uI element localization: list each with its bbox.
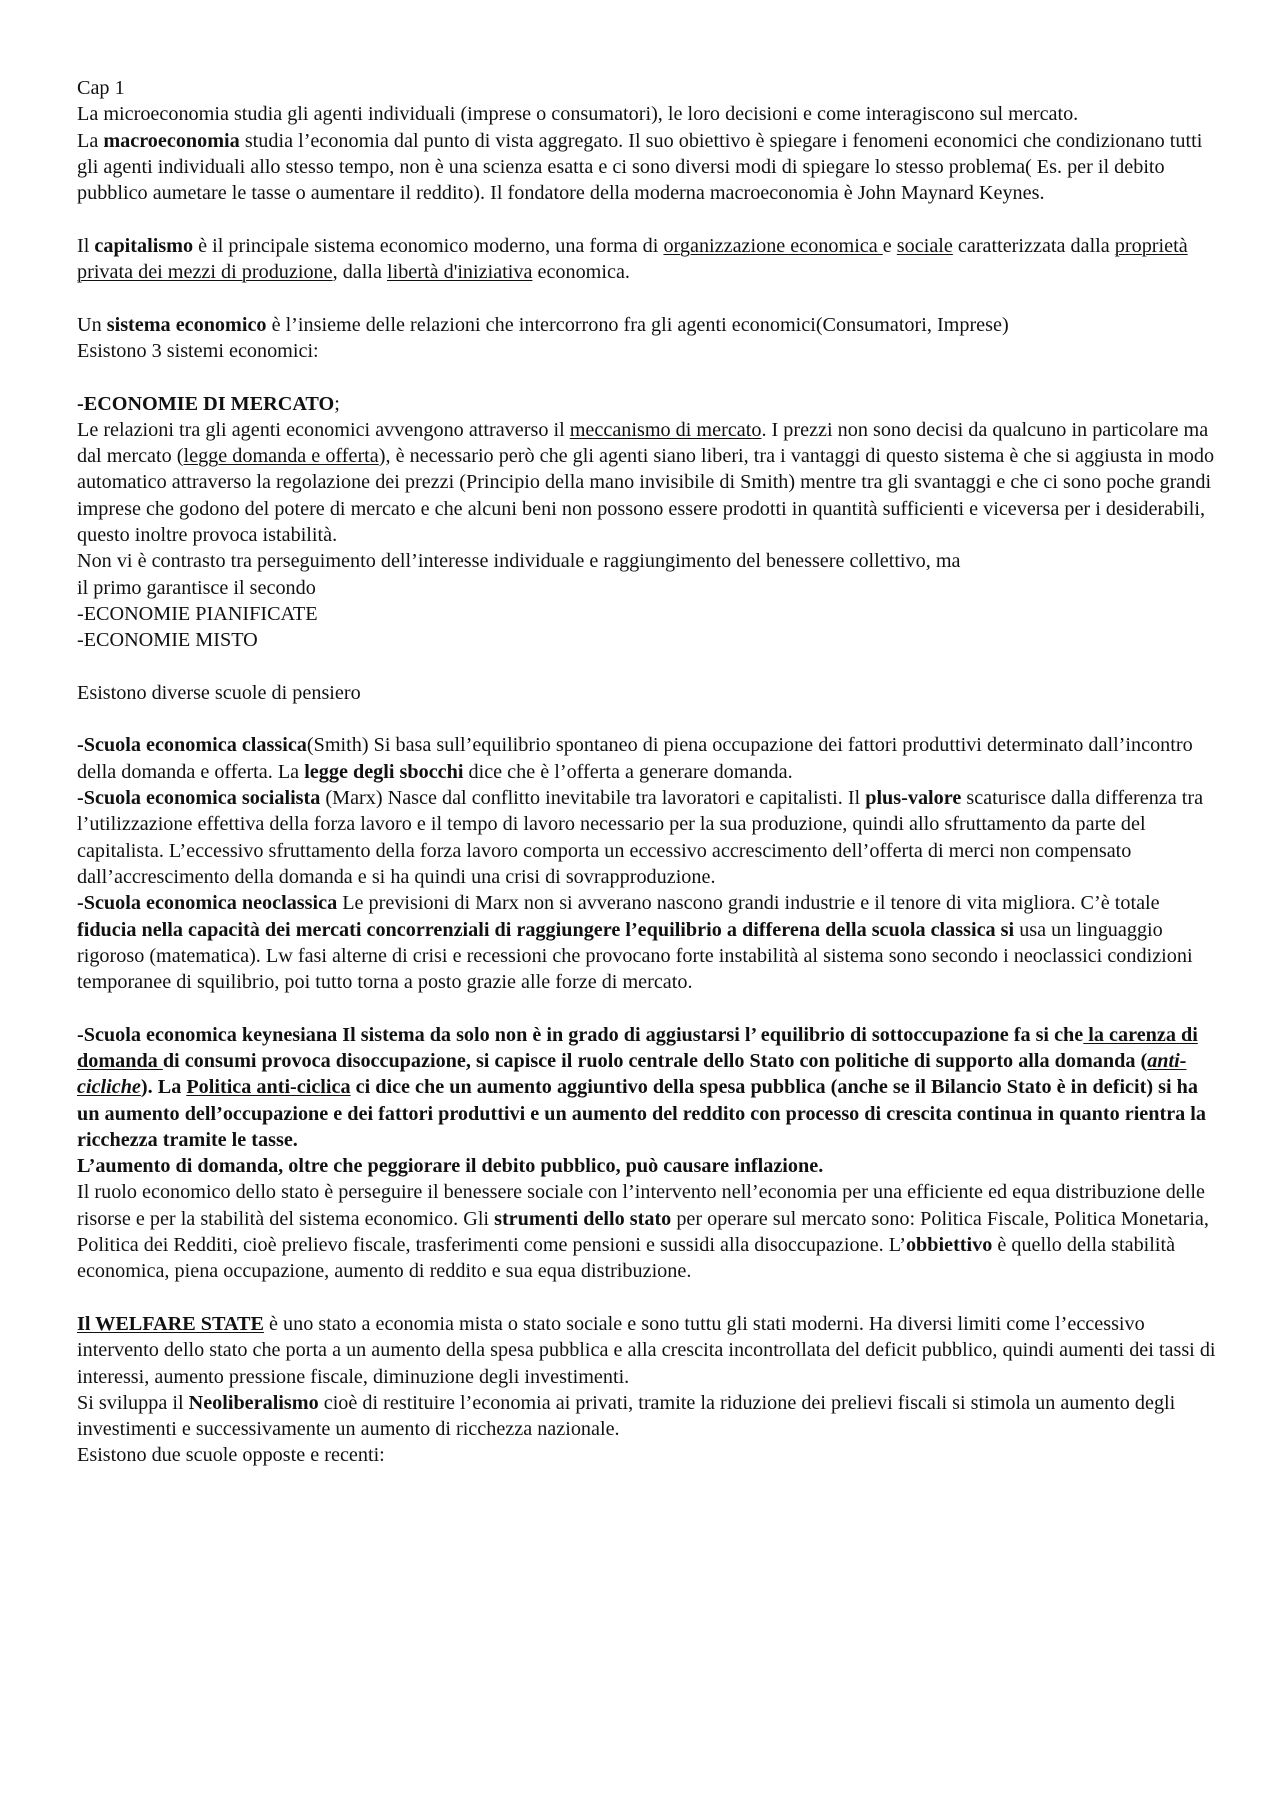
text: è l’insieme delle relazioni che intercorrono fra gli agenti economici(Consumatori, Imprese)	[266, 313, 1009, 336]
underlined-term: Il WELFARE STATE	[77, 1312, 264, 1335]
inflazione-line	[77, 1153, 1217, 1179]
pianificate-heading: -ECONOMIE PIANIFICATE	[77, 602, 318, 625]
macro-paragraph	[77, 128, 1217, 207]
text: è uno stato a economia mista o stato sociale e sono tuttu gli stati moderni. Ha diversi limiti come l’eccessivo intervento dello stato che porta a un aumento della spesa pubblica e alla crescita incontrollata del deficit pubblico, quindi aumenti dei tassi di interessi, aumento pressione fiscale, diminuzione degli investimenti.	[77, 1312, 1216, 1388]
text: e	[882, 234, 897, 257]
capitalismo-paragraph	[77, 233, 1217, 286]
underlined-term: legge domanda e offerta	[183, 445, 379, 468]
bold-term: Neoliberalismo	[188, 1391, 319, 1414]
text: cioè di restituire l’economia ai privati, tramite la riduzione dei prelievi fiscali si stimola un aumento degli investimenti e successivamente un aumento di ricchezza nazionale.	[77, 1391, 1176, 1441]
bold-term: -Scuola economica socialista	[77, 787, 321, 810]
keynesiana-paragraph	[77, 1022, 1217, 1153]
bold-term	[77, 1313, 264, 1335]
scuole-intro: Esistono diverse scuole di pensiero	[77, 681, 361, 704]
bold-term: strumenti dello stato	[494, 1207, 672, 1230]
mercato-line: il primo garantisce il secondo	[77, 576, 316, 599]
bold-term: -Scuola economica neoclassica	[77, 892, 338, 915]
text: , dalla	[332, 261, 387, 284]
text: è il principale sistema economico moderno, una forma di	[193, 234, 664, 257]
underlined-term: libertà d'iniziativa	[386, 261, 533, 284]
text: usa un linguaggio rigoroso (matematica). Lw fasi alterne di crisi e recessioni che provocano forte instabilità al sistema sono secondo i neoclassici condizioni temporanee di squilibrio, poi tutto torna a posto grazie alle forze di mercato.	[77, 918, 1193, 994]
underlined-term: meccanismo di mercato	[569, 418, 762, 441]
text: ci dice che un aumento aggiuntivo della spesa pubblica (anche se il Bilancio Stato è in deficit) si ha un aumento dell’occupazione e dei fattori produttivi e un aumento del reddito con processo di crescita continua in quanto rientra la ricchezza tramite le tasse.	[77, 1076, 1207, 1151]
micro-paragraph: La microeconomia studia gli agenti individuali (imprese o consumatori), le loro decisioni e come interagiscono sul mercato.	[77, 103, 1079, 126]
text: (Smith) Si basa sull’equilibrio spontaneo di piena occupazione dei fattori produttivi determinato dall’incontro della domanda e offerta. La	[77, 734, 1193, 783]
text: ;	[334, 392, 340, 415]
text: ). La	[140, 1076, 187, 1099]
sistema-line: Esistono 3 sistemi economici:	[77, 339, 319, 362]
underlined-term: la carenza di domanda	[77, 1023, 1198, 1072]
socialista-paragraph	[77, 785, 1217, 890]
text: per operare sul mercato sono: Politica Fiscale, Politica Monetaria, Politica dei Redditi, cioè prelievo fiscale, trasferimenti come pensioni e sussidi alla disoccupazione. L’	[77, 1207, 1209, 1257]
scuole-recenti-line: Esistono due scuole opposte e recenti:	[77, 1444, 385, 1467]
neoclassica-paragraph	[77, 890, 1217, 995]
welfare-paragraph	[77, 1311, 1217, 1390]
bold-term: fiducia nella capacità dei mercati concorrenziali di raggiungere l’equilibrio a differena della scuola classica si	[77, 918, 1015, 941]
bold-term: obbiettivo	[905, 1234, 993, 1257]
document-page	[77, 75, 1217, 1469]
text: ), è necessario però che gli agenti siano liberi, tra i vantaggi di questo sistema è che si aggiusta in modo automatico attraverso la regolazione dei prezzi (Principio della mano invisibile di Smith) mentre tra gli svantaggi e che ci sono poche grandi imprese che godono del potere di mercato e che alcuni beni non possono essere prodotti in quantità sufficienti e viceversa per i desiderabili, questo inoltre provoca istabilità.	[77, 445, 1215, 547]
mercato-line: Non vi è contrasto tra perseguimento dell’interesse individuale e raggiungimento del benessere collettivo, ma	[77, 550, 961, 573]
bold-term: -Scuola economica classica	[77, 734, 307, 757]
text: Il	[77, 234, 95, 257]
text: La	[77, 129, 104, 152]
bold-term: macroeconomia	[103, 129, 240, 152]
bold-term: legge degli sbocchi	[304, 760, 464, 783]
misto-heading: -ECONOMIE MISTO	[77, 629, 258, 652]
mercato-paragraph	[77, 417, 1217, 548]
bold-term: sistema economico	[106, 313, 267, 336]
bold-text: L’aumento di domanda, oltre che peggiorare il debito pubblico, può causare inflazione.	[77, 1155, 824, 1178]
underlined-term: sociale	[896, 234, 953, 257]
sistema-paragraph	[77, 312, 1217, 338]
text: di consumi provoca disoccupazione, si capisce il ruolo centrale dello Stato con politiche di supporto alla domanda (	[162, 1049, 1148, 1072]
text: Si sviluppa il	[77, 1391, 189, 1414]
underlined-term: organizzazione economica	[663, 234, 883, 257]
bold-term: plus-valore	[865, 787, 962, 810]
text: Il ruolo economico dello stato è perseguire il benessere sociale con l’intervento nell’economia per una efficiente ed equa distribuzione delle risorse e per la stabilità del sistema economico. Gli	[77, 1181, 1206, 1230]
text: Le previsioni di Marx non si avverano nascono grandi industrie e il tenore di vita migliora. C’è totale	[337, 892, 1160, 915]
classica-paragraph	[77, 732, 1217, 785]
underlined-term: anti-cicliche	[77, 1049, 1187, 1099]
text: (Marx) Nasce dal conflitto inevitabile tra lavoratori e capitalisti. Il	[320, 787, 866, 810]
text: studia l’economia dal punto di vista aggregato. Il suo obiettivo è spiegare i fenomeni economici che condizionano tutti gli agenti individuali allo stesso tempo, non è una scienza esatta e ci sono diversi modi di spiegare lo stesso problema( Es. per il debito pubblico aumetare le tasse o aumentare il reddito). Il fondatore della moderna macroeconomia è John Maynard Keynes.	[77, 129, 1203, 205]
underlined-term: proprietà privata dei mezzi di produzione	[77, 234, 1188, 284]
mercato-heading	[77, 391, 1217, 417]
underlined-term: Politica anti-ciclica	[186, 1076, 351, 1099]
text: scaturisce dalla differenza tra l’utilizzazione effettiva della forza lavoro e il tempo di lavoro necessario per la sua produzione, quindi allo sfruttamento da parte del capitalista. L’eccessivo sfruttamento della forza lavoro comporta un eccessivo accrescimento dell’offerta di merci non compensato dall’accrescimento della domanda e si ha quindi una crisi di sovrapproduzione.	[77, 787, 1204, 888]
stato-paragraph	[77, 1179, 1217, 1284]
text: dice che è l’offerta a generare domanda.	[463, 760, 793, 783]
bold-term: capitalismo	[94, 234, 194, 257]
chapter-title: Cap 1	[77, 77, 125, 99]
neoliberalismo-paragraph	[77, 1390, 1217, 1443]
text: -Scuola economica keynesiana Il sistema da solo non è in grado di aggiustarsi l’ equilibrio di sottoccupazione fa si che	[77, 1023, 1084, 1046]
text: è quello della stabilità economica, piena occupazione, aumento di reddito e sua equa distribuzione.	[77, 1234, 1176, 1283]
text: . I prezzi non sono decisi da qualcuno in particolare ma dal mercato (	[77, 418, 1209, 468]
text: economica.	[532, 261, 630, 284]
bold-text	[77, 1024, 1206, 1151]
text: Le relazioni tra gli agenti economici avvengono attraverso il	[77, 418, 570, 441]
text: Un	[77, 313, 107, 336]
text: caratterizzata dalla	[952, 234, 1115, 257]
bold-heading: -ECONOMIE DI MERCATO	[77, 392, 335, 415]
